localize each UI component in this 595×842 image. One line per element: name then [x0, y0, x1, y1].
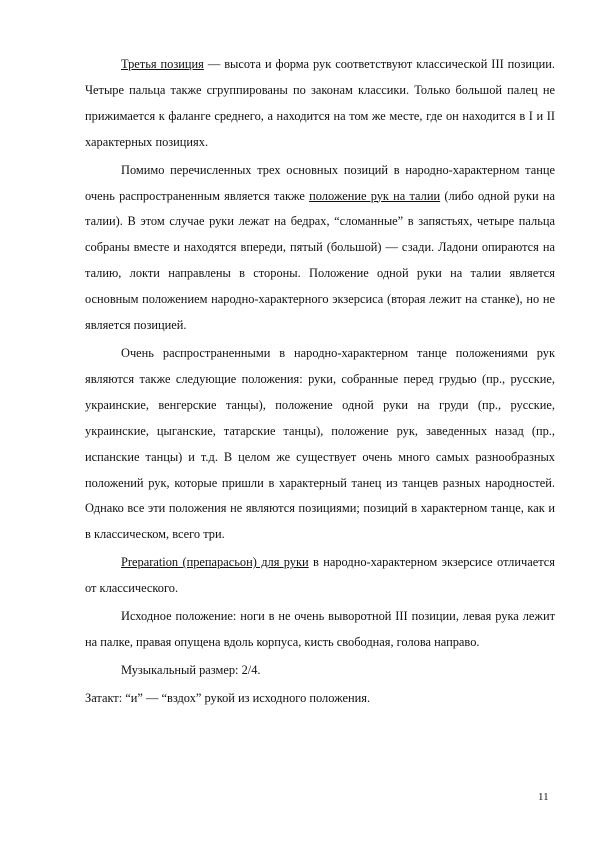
paragraph-preparation — [85, 550, 555, 602]
paragraph-other-positions — [85, 341, 555, 548]
paragraph-text: (либо одной руки на талии). В этом случае руки лежат на бедрах, “сломанные” в запястьях, четыре пальца собраны вместе и находятся впереди, пятый (большой) — сзади. Ладони опираются на талию, локти направлены в стороны. Положение одной руки на талии является основным положением народно-характерного экзерсиса (вторая лежит на станке), но не является позицией. — [85, 188, 555, 333]
term-hands-on-waist: положение рук на талии — [309, 188, 441, 203]
paragraph-text: Помимо перечисленных трех основных позиций в народно-характерном танце очень распространенным является также — [85, 162, 555, 203]
paragraph-text: Очень распространенными в народно-характерном танце положениями рук являются также следующие положения: руки, собранные перед грудью (пр., русские, украинские, венгерские танцы), положение одной руки на груди (пр., русские, украинские, цыганские, татарские танцы), положение рук, заведенных назад (пр., испанские танцы) и т.д. В целом же существует очень много самых разнообразных положений рук, которые пришли в характерный танец из танцев разных народностей. Однако все эти положения не являются позициями; позиций в характерном танце, как и в классическом, всего три. — [85, 345, 555, 542]
paragraph-musical-meter — [85, 658, 555, 684]
term-third-position: Третья позиция — [121, 57, 204, 71]
paragraph-text: Исходное положение: ноги в не очень выворотной III позиции, левая рука лежит на палке, правая опущена вдоль корпуса, кисть свободная, голова направо. — [85, 609, 555, 649]
paragraph-text: Затакт: “и” — “вздох” рукой из исходного положения. — [85, 690, 371, 705]
paragraph-text: Музыкальный размер: 2/4. — [121, 662, 261, 677]
body-text — [85, 52, 555, 714]
paragraph-upbeat — [85, 686, 555, 712]
paragraph-text: — высота и форма рук соответствуют классической III позиции. Четыре пальца также сгруппированы по законам классики. Только большой палец не прижимается к фаланге среднего, а находится на том же месте, где он находится в I и II характерных позициях. — [85, 57, 556, 149]
term-preparation: Preparation (препарасьон) для руки — [121, 555, 309, 570]
paragraph-text: в народно-характерном экзерсисе отличается от классического. — [85, 555, 555, 596]
paragraph-third-position — [85, 52, 555, 156]
page-number: 11 — [538, 791, 549, 803]
paragraph-hands-on-waist — [85, 158, 555, 339]
paragraph-starting-position — [85, 604, 555, 656]
